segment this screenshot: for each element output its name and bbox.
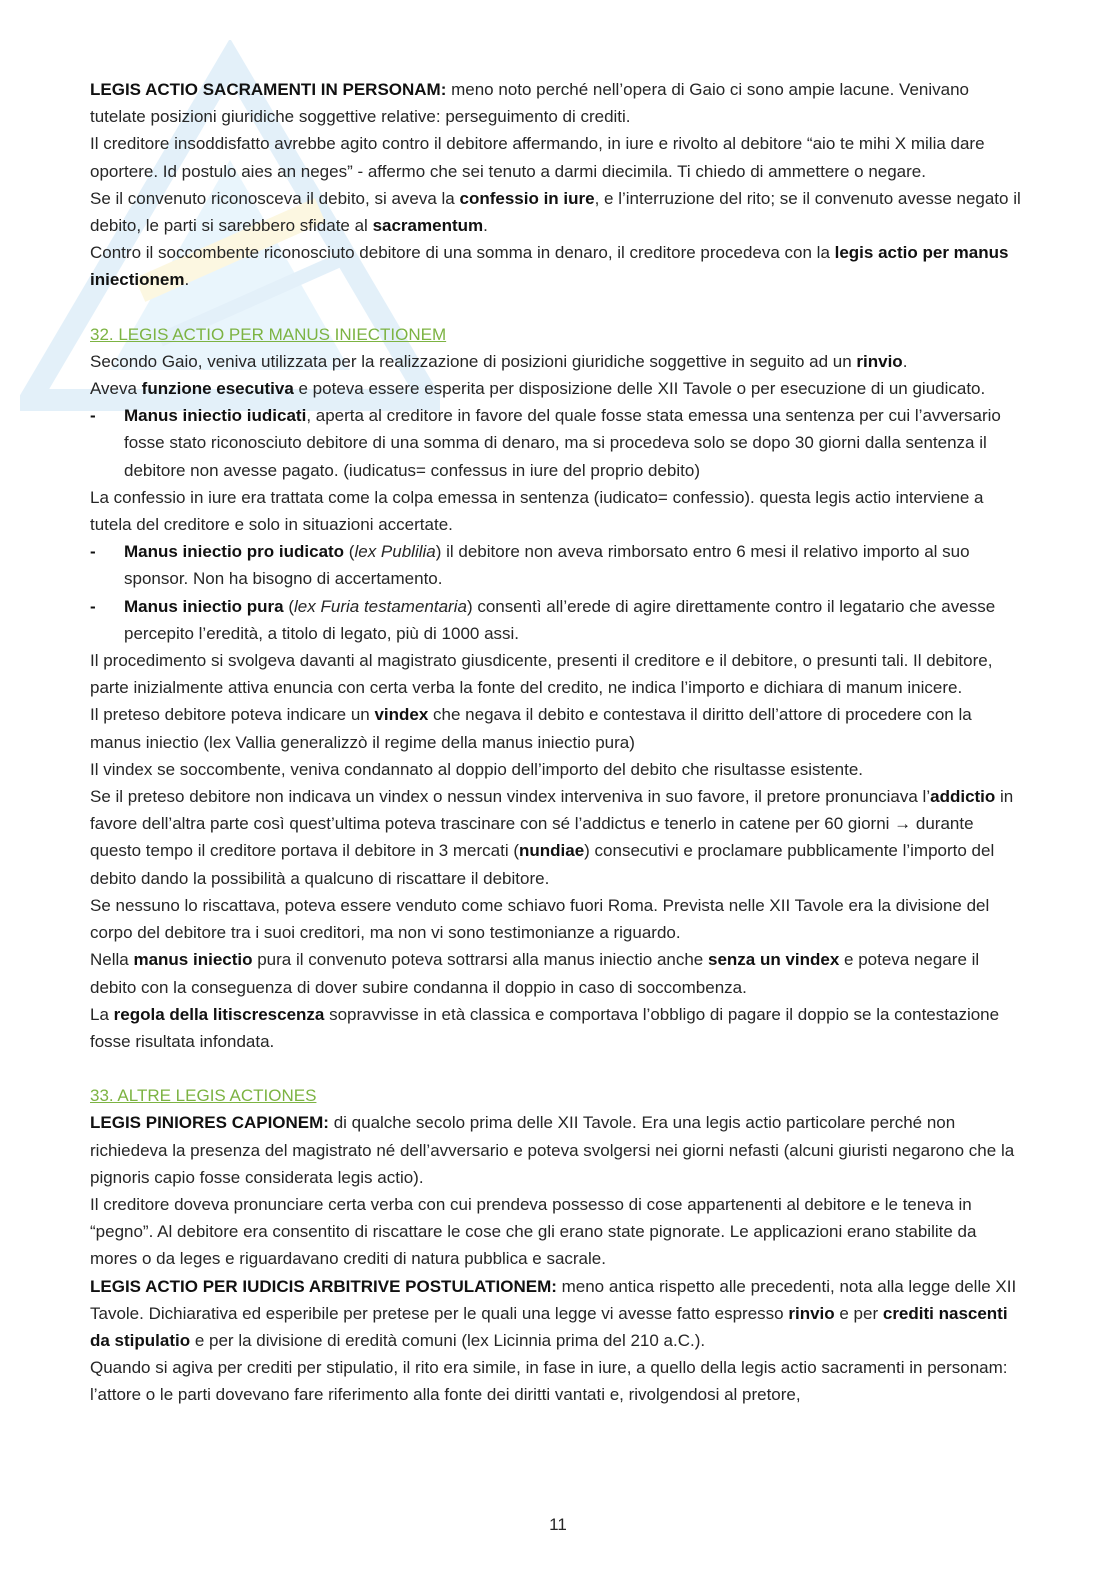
list-bullet: -	[90, 406, 96, 426]
paragraph: Il procedimento si svolgeva davanti al magistrato giusdicente, presenti il creditore e il debitore, o presunti tali. Il debitore, parte inizialmente attiva enuncia con certa verba la fonte del credito, ne indica l’importo e dichiara di manum inicere.	[90, 651, 993, 698]
list-item	[90, 402, 1025, 484]
term: LEGIS ACTIO SACRAMENTI IN PERSONAM:	[90, 80, 447, 99]
term: senza un vindex	[707, 950, 840, 970]
term: vindex	[374, 705, 429, 725]
text: .	[483, 216, 488, 236]
paragraph	[90, 701, 1025, 755]
section-heading-33: 33. ALTRE LEGIS ACTIONES	[90, 1086, 317, 1106]
paragraph	[90, 1109, 1025, 1191]
text: di qualche secolo prima delle XII Tavole. Era una legis actio particolare perché non richiedeva la presenza del magistrato né dell’avversario e poteva svolgersi nei giorni nefasti (alcuni giuristi negarono che la pignoris capio fosse considerata legis actio).	[90, 1113, 1015, 1187]
text: meno antica rispetto alle precedenti, nota alla legge delle XII Tavole. Dichiarativa ed esperibile per pretese per le quali una legge vi avesse fatto espresso	[90, 1276, 1017, 1323]
text: , aperta al creditore in favore del quale fosse stata emessa una sentenza per cui l’avversario fosse stato riconosciuto debitore di una somma di denaro, ma si procedeva solo se dopo 30 giorni dalla sentenza il debitore non avesse pagato. (iudicatus= confessus in iure del proprio debito)	[124, 406, 1001, 480]
paragraph	[90, 239, 1025, 293]
term: rinvio	[788, 1303, 835, 1323]
paragraph: Se nessuno lo riscattava, poteva essere venduto come schiavo fuori Roma. Prevista nelle XII Tavole era la divisione del corpo del debitore tra i suoi creditori, ma non vi sono testimonianze a riguardo.	[90, 895, 990, 943]
term: crediti nascenti da stipulatio	[90, 1303, 1008, 1350]
text: La	[90, 1004, 114, 1024]
paragraph	[90, 185, 1025, 239]
page-number: 11	[549, 1515, 567, 1534]
text: e per la divisione di eredità comuni (lex Licinnia prima del 210 a.C.).	[190, 1330, 706, 1350]
paragraph: Il creditore insoddisfatto avrebbe agito contro il debitore affermando, in iure e rivolto al debitore “aio te mihi X milia dare oportere. Id postulo aies an neges” - affermo che sei tenuto a darmi diecimila. Ti chiedo di ammettere o negare.	[90, 134, 985, 181]
paragraph: Il creditore doveva pronunciare certa verba con cui prendeva possesso di cose appartenenti al debitore e le teneva in “pegno”. Al debitore era consentito di riscattare le cose che gli erano state pignorate. Le applicazioni erano stabilite da mores o da leges e riguardavano crediti di natura pubblica e sacrale.	[90, 1194, 977, 1269]
term: Manus iniectio iudicati	[124, 406, 307, 426]
italic-text: lex Furia testamentaria	[294, 596, 467, 616]
paragraph	[90, 76, 1025, 130]
term: Manus iniectio pro iudicato	[124, 542, 345, 562]
term: funzione esecutiva	[141, 379, 294, 399]
text: (	[283, 596, 295, 616]
text: Nella	[90, 950, 134, 970]
term: Manus iniectio pura	[124, 596, 284, 616]
term: rinvio	[856, 351, 903, 371]
italic-text: lex Publilia	[354, 542, 436, 562]
text: in favore dell’altra parte così quest’ultima poteva trascinare con sé l’addictus e tenerlo in catene per 60 giorni	[90, 787, 1014, 834]
text: Contro il soccombente riconosciuto debitore di una somma in denaro, il creditore procedeva con la	[90, 243, 835, 263]
term: addictio	[930, 787, 996, 807]
text: .	[902, 351, 908, 371]
term: legis actio per manus iniectionem	[90, 243, 1009, 290]
paragraph	[90, 348, 1025, 375]
paragraph	[90, 375, 1025, 402]
term: confessio in iure	[459, 188, 595, 208]
list-bullet: -	[90, 542, 96, 562]
text: (	[344, 542, 355, 562]
term: nundiae	[518, 841, 585, 861]
text: e poteva essere esperita per disposizione delle XII Tavole o per esecuzione di un giudicato.	[293, 379, 986, 399]
text: pura il convenuto poteva sottrarsi alla manus iniectio anche	[252, 950, 708, 970]
text: ) consentì all’erede di agire direttamente contro il legatario che avesse percepito l’eredità, a titolo di legato, più di 1000 assi.	[124, 596, 996, 643]
paragraph: Il vindex se soccombente, veniva condannato al doppio dell’importo del debito che risultasse esistente.	[90, 759, 864, 779]
term: LEGIS ACTIO PER IUDICIS ARBITRIVE POSTULATIONEM:	[90, 1276, 557, 1296]
text: e poteva negare il debito con la conseguenza di dover subire condanna il doppio in caso di soccombenza.	[90, 950, 980, 997]
text: che negava il debito e contestava il diritto dell’attore di procedere con la manus iniectio (lex Vallia generalizzò il regime della manus iniectio pura)	[90, 705, 972, 752]
section-heading-32: 32. LEGIS ACTIO PER MANUS INIECTIONEM	[90, 324, 447, 344]
term: sacramentum	[372, 216, 484, 236]
text: sopravvisse in età classica e comportava l’obbligo di pagare il doppio se la contestazione fosse risultata infondata.	[90, 1004, 1000, 1051]
paragraph	[90, 1273, 1025, 1355]
text: meno noto perché nell’opera di Gaio ci sono ampie lacune. Venivano tutelate posizioni giuridiche soggettive relative: perseguimento di crediti.	[90, 80, 970, 127]
paragraph	[90, 1001, 1025, 1055]
text: Secondo Gaio, veniva utilizzata per la realizzazione di posizioni giuridiche soggettive in seguito ad un	[90, 351, 857, 371]
text: ) il debitore non aveva rimborsato entro 6 mesi il relativo importo al suo sponsor. Non ha bisogno di accertamento.	[124, 542, 970, 589]
list-bullet: -	[90, 596, 96, 616]
text: e per	[834, 1303, 883, 1323]
paragraph	[90, 946, 1025, 1000]
term: LEGIS PINIORES CAPIONEM:	[90, 1113, 329, 1133]
text: Se il preteso debitore non indicava un vindex o nessun vindex interveniva in suo favore, il pretore pronunciava l’	[90, 787, 931, 807]
paragraph: Quando si agiva per crediti per stipulatio, il rito era simile, in fase in iure, a quello della legis actio sacramenti in personam: l’attore o le parti dovevano fare riferimento alla fonte dei diritti vantati e, rivolgendosi al pretore,	[90, 1358, 1008, 1405]
text: , e l’interruzione del rito; se il convenuto avesse negato il debito, le parti si sarebbero sfidate al	[90, 188, 1021, 236]
paragraph: La confessio in iure era trattata come la colpa emessa in sentenza (iudicato= confessio). questa legis actio interviene a tutela del creditore e solo in situazioni accertate.	[90, 487, 984, 535]
arrow-right-icon: →	[894, 814, 912, 834]
term: regola della litiscrescenza	[113, 1004, 325, 1024]
text: Il preteso debitore poteva indicare un	[90, 705, 375, 725]
document-body	[90, 76, 1025, 1409]
list-item	[90, 538, 1025, 592]
text: ) consecutivi e proclamare pubblicamente l’importo del debito dando la possibilità a qualcuno di riscattare il debitore.	[90, 841, 995, 888]
text: .	[184, 270, 190, 290]
text: durante questo tempo il creditore portava il debitore in 3 mercati (	[90, 814, 974, 861]
list-item	[90, 593, 1025, 647]
paragraph	[90, 783, 1025, 892]
text: Se il convenuto riconosceva il debito, si aveva la	[90, 188, 460, 208]
text: Aveva	[90, 379, 142, 399]
term: manus iniectio	[133, 950, 253, 970]
